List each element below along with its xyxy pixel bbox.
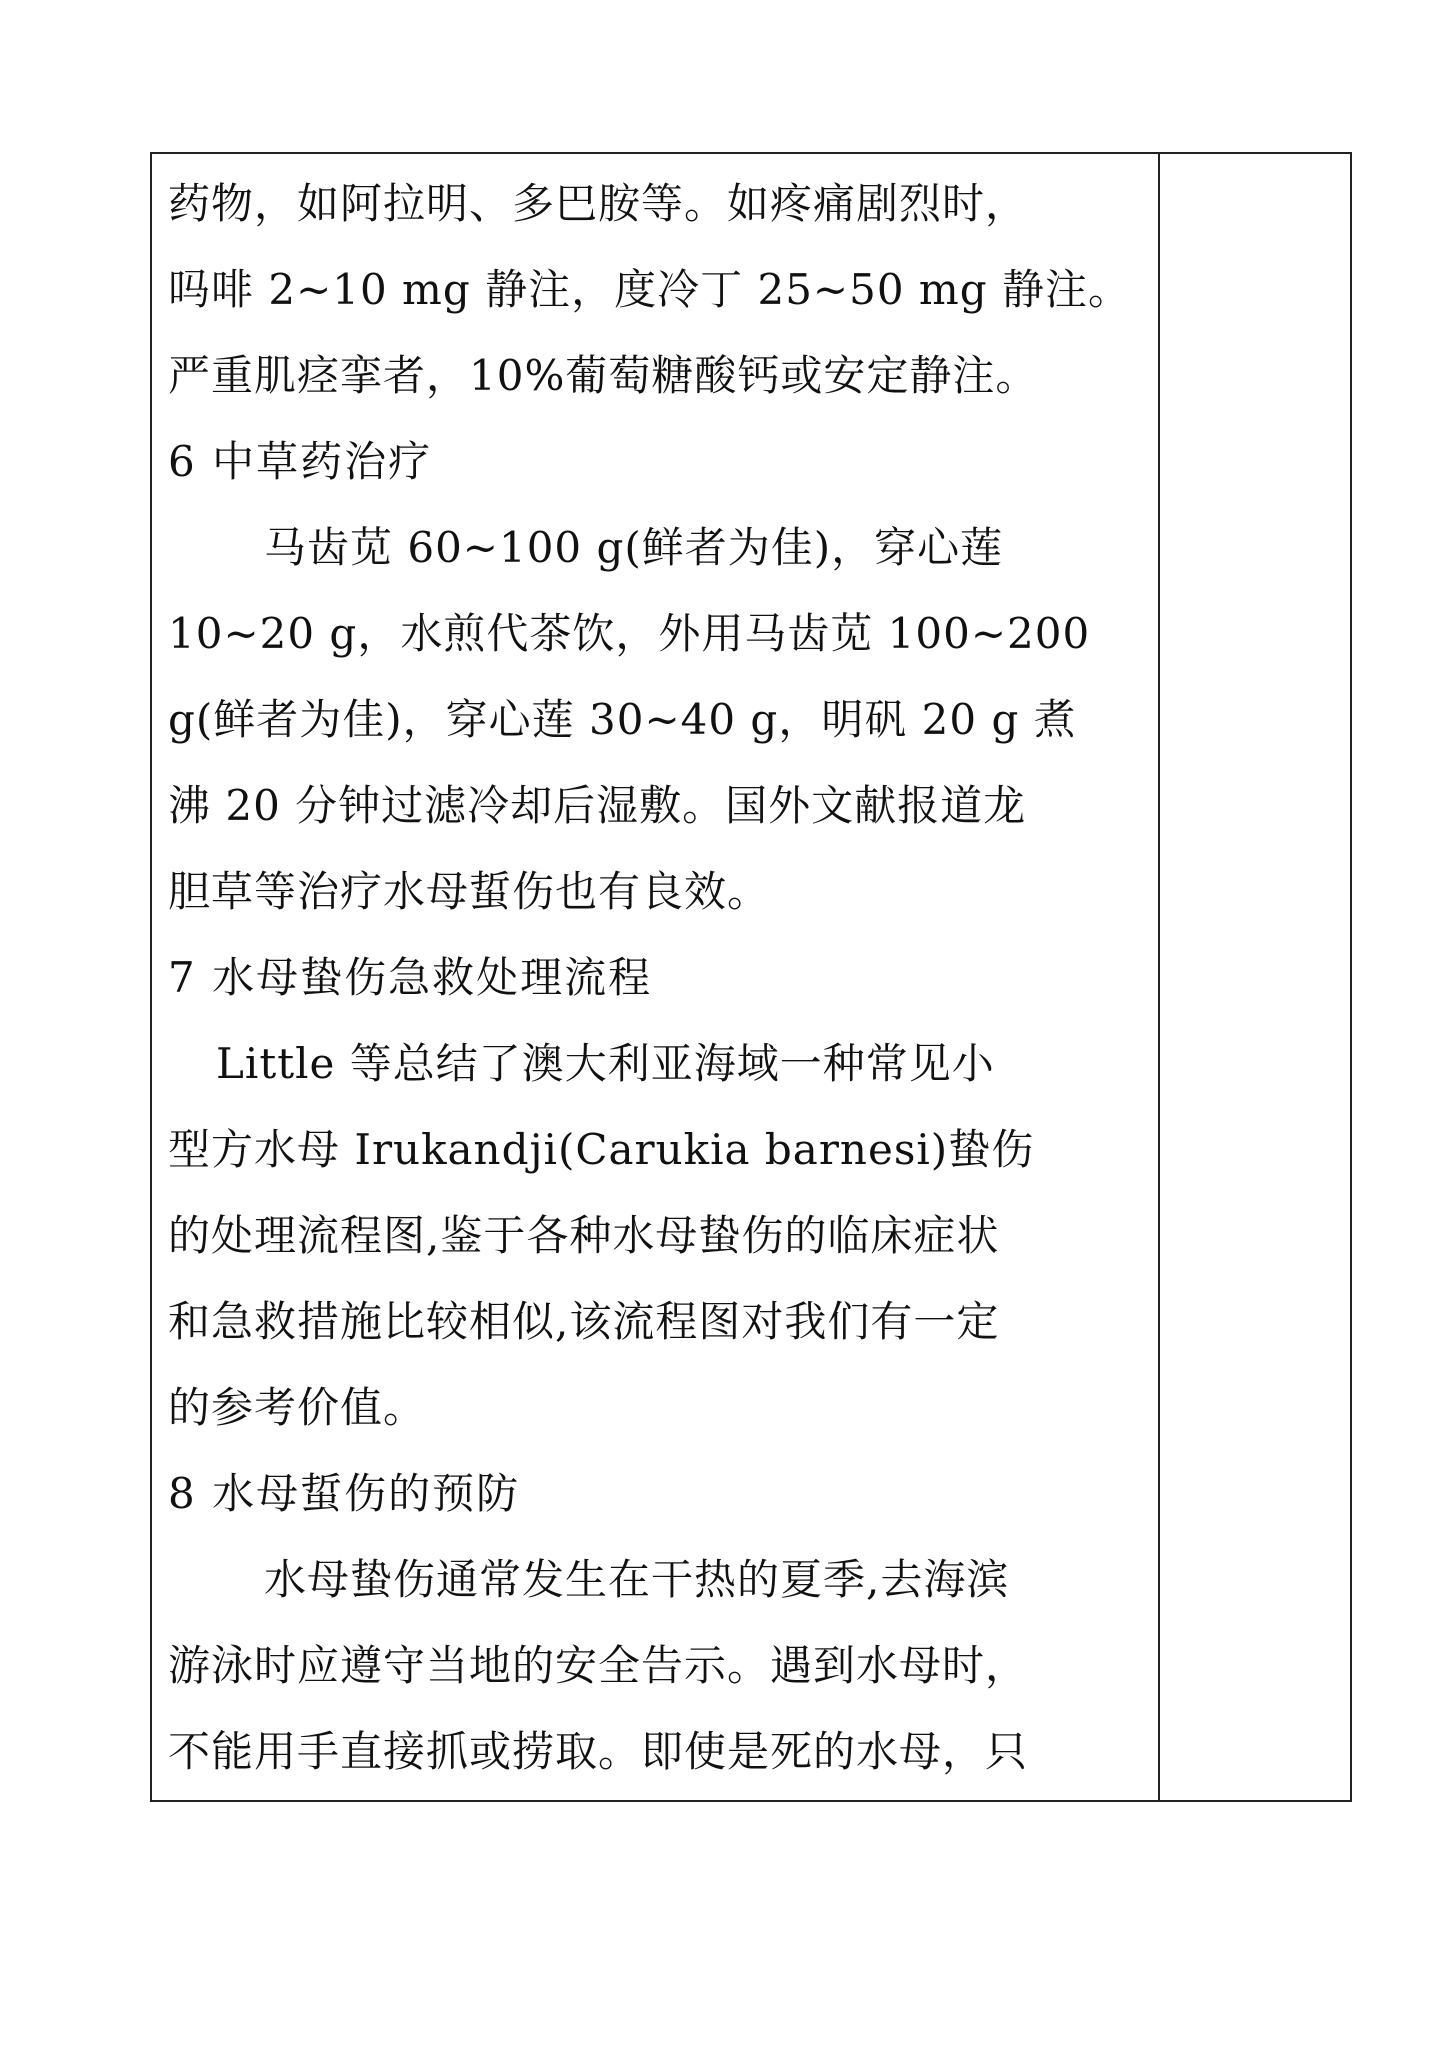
text-line: 10~20 g，水煎代茶饮，外用马齿苋 100~200	[168, 609, 1091, 658]
section-heading: 8 水母蜇伤的预防	[168, 1469, 521, 1518]
text-line: 的处理流程图,鉴于各种水母蛰伤的临床症状	[168, 1211, 1000, 1260]
text-line: 型方水母 Irukandji(Carukia barnesi)蛰伤	[168, 1125, 1035, 1174]
text-line: 游泳时应遵守当地的安全告示。遇到水母时，	[168, 1641, 1029, 1690]
text-line: 不能用手直接抓或捞取。即使是死的水母，只	[168, 1727, 1029, 1776]
text-line: g(鲜者为佳)，穿心莲 30~40 g，明矾 20 g 煮	[168, 695, 1077, 744]
text-line: 严重肌痉挛者，10%葡萄糖酸钙或安定静注。	[168, 351, 1039, 400]
text-line: 马齿苋 60~100 g(鲜者为佳)，穿心莲	[264, 523, 1004, 572]
section-heading: 7 水母蛰伤急救处理流程	[168, 953, 653, 1002]
text-line: 的参考价值。	[168, 1383, 427, 1432]
section-heading: 6 中草药治疗	[168, 437, 433, 486]
text-line: 沸 20 分钟过滤冷却后湿敷。国外文献报道龙	[168, 781, 1027, 830]
text-line: 药物，如阿拉明、多巴胺等。如疼痛剧烈时，	[168, 179, 1029, 228]
text-line: 胆草等治疗水母蜇伤也有良效。	[168, 867, 771, 916]
column-divider	[1158, 154, 1160, 1800]
text-line: 和急救措施比较相似,该流程图对我们有一定	[168, 1297, 1000, 1346]
text-line: 水母蛰伤通常发生在干热的夏季,去海滨	[264, 1555, 1010, 1604]
main-text-column	[168, 154, 1150, 1800]
text-line: 吗啡 2~10 mg 静注，度冷丁 25~50 mg 静注。	[168, 265, 1131, 314]
text-line: Little 等总结了澳大利亚海域一种常见小	[216, 1039, 995, 1088]
document-table	[150, 152, 1352, 1802]
